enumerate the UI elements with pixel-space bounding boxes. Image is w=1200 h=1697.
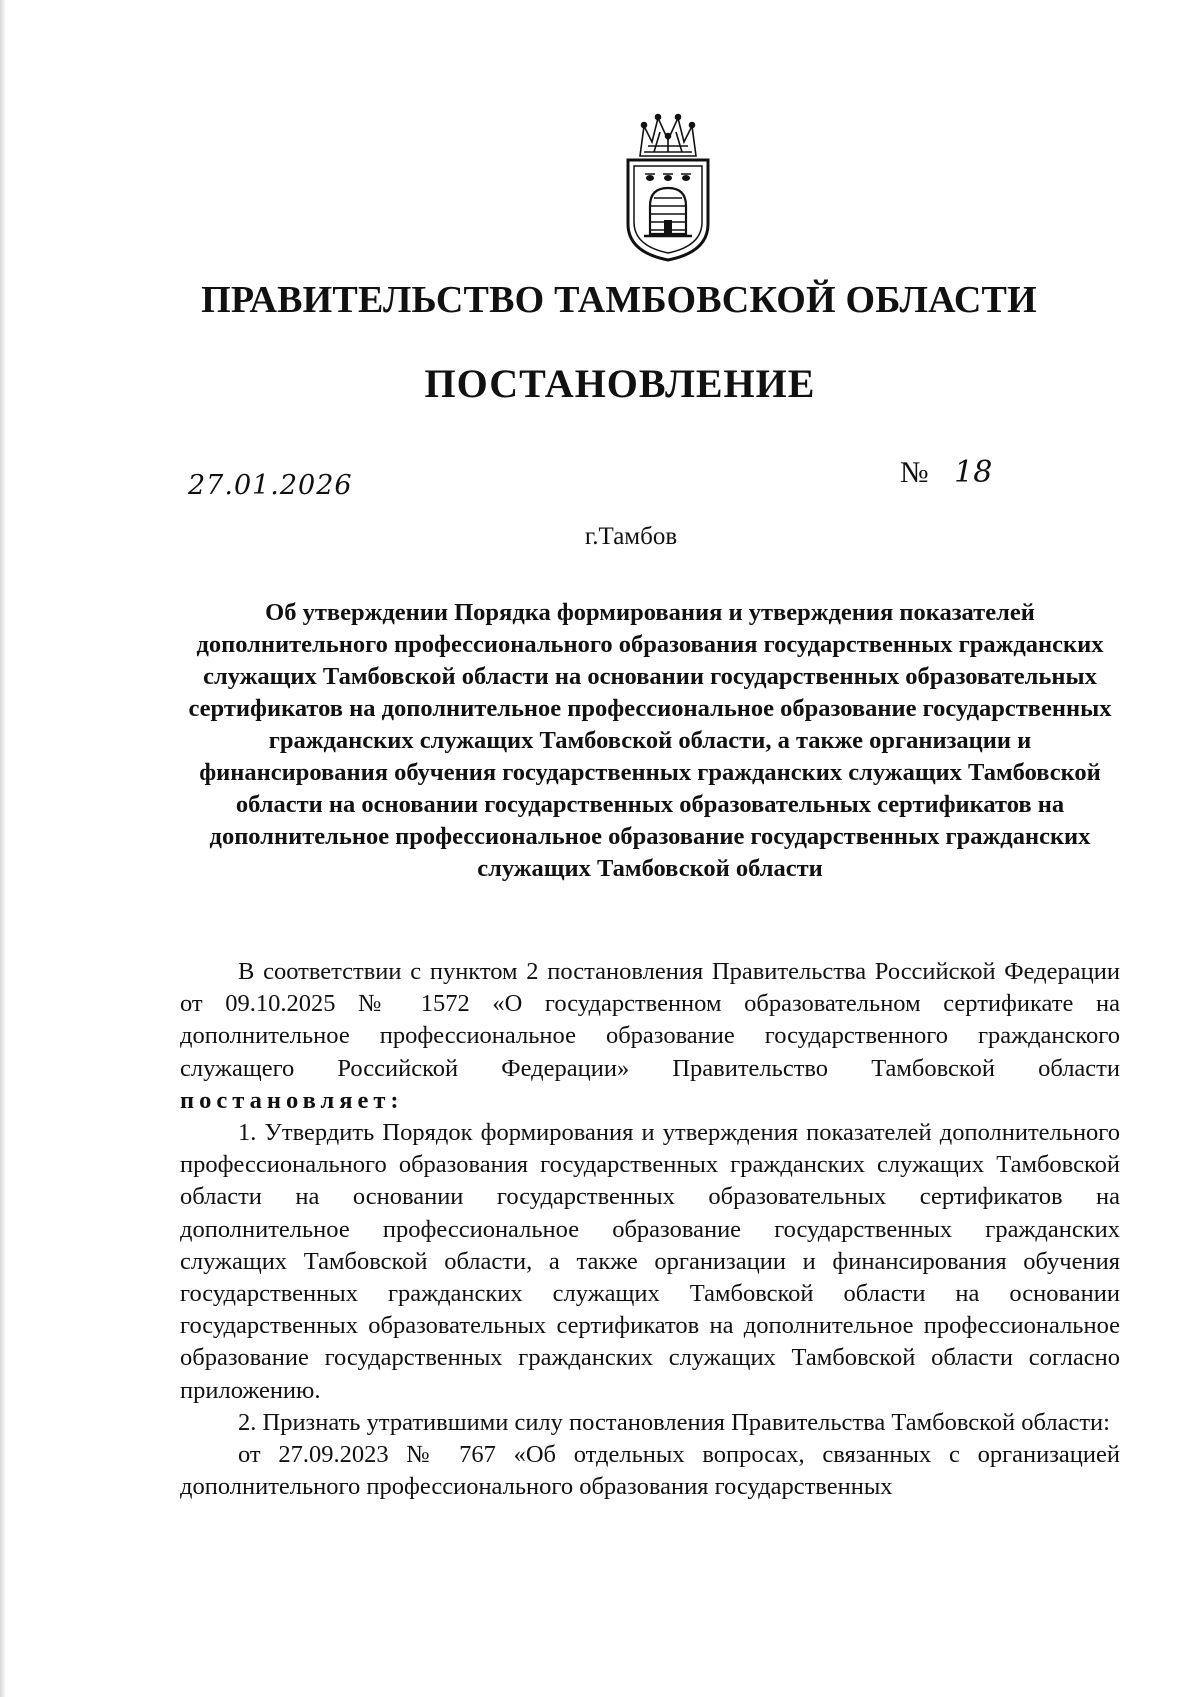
scan-edge [0,0,6,1697]
document-number [900,455,992,490]
number-value: 18 [954,455,993,490]
document-body [180,956,1120,1503]
document-title: Об утверждении Порядка формирования и утверждения показателей дополнительного профессионального образования государственных гражданских служащих Тамбовской области на основании государственных образовательных сертификатов на дополнительное профессиональное образование государственных гражданских служащих Тамбовской области, а также организации и финансирования обучения государственных гражданских служащих Тамбовской области на основании государственных образовательных сертификатов на дополнительное профессиональное образование государственных гражданских служащих Тамбовской области [188,599,1112,882]
preamble-text: В соответствии с пунктом 2 постановления Правительства Российской Федерации от 09.10.2025 № 1572 «О государственном образовательном сертификате на дополнительное профессиональное образование государственного гражданского служащего Российской Федерации» Правительство Тамбовской области [180,958,1120,1082]
decree-word: постановляет: [180,1086,404,1114]
item-2-sub-1-paragraph: от 27.09.2023 № 767 «Об отдельных вопросах, связанных с организацией дополнительного профессионального образования государственных [180,1441,1120,1501]
item-2-paragraph: 2. Признать утратившими силу постановления Правительства Тамбовской области: [238,1408,1110,1436]
document-city: г.Тамбов [584,523,678,550]
preamble-paragraph [180,956,1120,1117]
document-date: 27.01.2026 [188,470,353,501]
number-label: № [900,456,929,489]
coat-of-arms-icon [618,112,718,262]
item-1-paragraph: 1. Утвердить Порядок формирования и утверждения показателей дополнительного профессионального образования государственных гражданских служащих Тамбовской области на основании государственных образовательных сертификатов на дополнительное профессиональное образование государственных гражданских служащих Тамбовской области, а также организации и финансирования обучения государственных гражданских служащих Тамбовской области на основании государственных образовательных сертификатов на дополнительное профессиональное образование государственных гражданских служащих Тамбовской области согласно приложению. [180,1119,1120,1404]
document-type: ПОСТАНОВЛЕНИЕ [424,361,816,406]
organization-name: ПРАВИТЕЛЬСТВО ТАМБОВСКОЙ ОБЛАСТИ [201,279,1037,321]
